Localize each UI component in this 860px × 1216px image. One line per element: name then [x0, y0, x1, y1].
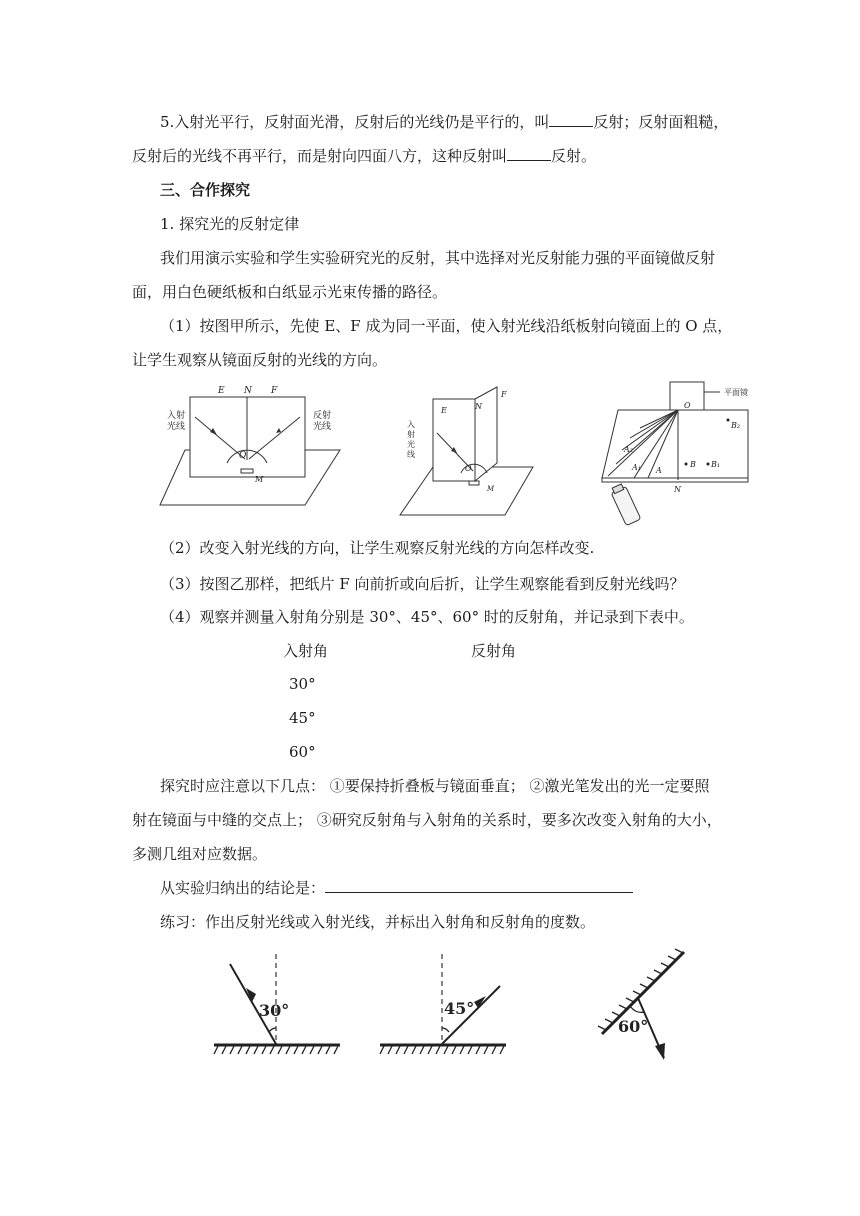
step1-line-1: （1）按图甲所示，先使 E、F 成为同一平面，使入射光线沿纸板射向镜面上的 O 点， [160, 317, 733, 335]
label-M: M [487, 485, 495, 493]
angle-label: 60° [618, 1017, 649, 1036]
label-A2: A₂ [624, 445, 633, 454]
figure-jia [155, 385, 340, 510]
table-header-incident: 入射角 [283, 642, 329, 660]
label-B: B [690, 460, 696, 469]
notes-line-2: 射在镜面与中缝的交点上； ③研究反射角与入射角的关系时，要多次改变入射角的大小， [132, 811, 722, 829]
label-O: O [684, 401, 691, 410]
section-title: 三、合作探究 [160, 181, 251, 199]
angle-label: 30° [259, 1001, 290, 1020]
mirror-hatch [380, 1046, 504, 1054]
notes-line-3: 多测几组对应数据。 [132, 845, 268, 863]
label-E: E [218, 386, 225, 396]
label-N: N [674, 485, 681, 494]
label-M: M [255, 475, 264, 484]
angle-arc [442, 1028, 449, 1032]
ray-line [616, 410, 678, 464]
table-row: 45° [289, 709, 316, 727]
incident-label: 入射光线 [167, 411, 186, 432]
intro-line-2: 面，用白色硬纸板和白纸显示光束传播的路径。 [132, 283, 448, 301]
fill-blank[interactable] [507, 146, 551, 161]
label-E: E [441, 406, 447, 415]
step4-text: （4）观察并测量入射角分别是 30°、45°、60° 时的反射角，并记录到下表中。 [160, 608, 694, 626]
q5-text-c: 反射后的光线不再平行，而是射向四面八方，这种反射叫 [132, 147, 508, 165]
mirror-label: 平面镜 [724, 388, 748, 397]
figure-bing [598, 378, 768, 528]
label-B1: B₁ [711, 460, 721, 469]
label-F: F [501, 390, 507, 399]
label-O: O [239, 451, 247, 461]
label-O: O [465, 464, 472, 473]
label-A: A [656, 466, 662, 475]
paper-edge [602, 478, 748, 482]
reflected-label: 反射光线 [313, 411, 332, 432]
conclusion-line [160, 878, 633, 898]
q5-text-d: 反射。 [551, 147, 597, 165]
conclusion-label: 从实验归纳出的结论是： [160, 879, 326, 897]
exercise-diagram-1 [212, 950, 342, 1060]
label-F: F [271, 386, 278, 396]
point-B1 [707, 463, 710, 466]
figure-yi [395, 385, 535, 520]
step3-text: （3）按图乙那样，把纸片 F 向前折或向后折，让学生观察能看到反射光线吗？ [160, 575, 685, 593]
table-row: 60° [289, 743, 316, 761]
ray-line [630, 410, 678, 438]
point-B2 [727, 419, 730, 422]
label-B2: B₂ [731, 421, 741, 430]
table-row: 30° [289, 675, 316, 693]
step1-line-2: 让学生观察从镜面反射的光线的方向。 [132, 351, 388, 369]
conclusion-blank[interactable] [325, 878, 633, 893]
label-N: N [475, 402, 482, 411]
angle-arc [269, 1028, 276, 1032]
label-A1: A₁ [632, 463, 641, 472]
arrow-icon [655, 1043, 665, 1060]
intro-line-1: 我们用演示实验和学生实验研究光的反射，其中选择对光反射能力强的平面镜做反射 [160, 249, 716, 267]
label-N: N [244, 386, 252, 396]
incident-label: 入射光线 [407, 420, 415, 459]
fill-blank[interactable] [549, 112, 593, 127]
exercise-text: 练习：作出反射光线或入射光线，并标出入射角和反射角的度数。 [160, 913, 596, 931]
exercise-diagram-2 [378, 950, 508, 1060]
angle-label: 45° [444, 999, 475, 1018]
q5-line-2 [132, 146, 596, 166]
q5-text-b: 反射；反射面粗糙， [593, 113, 729, 131]
paper-sheet [602, 410, 748, 478]
exercise-diagram-3 [588, 946, 698, 1071]
mirror-hatch [214, 1046, 338, 1054]
notes-line-1: 探究时应注意以下几点： ①要保持折叠板与镜面垂直； ②激光笔发出的光一定要照 [160, 777, 710, 795]
q5-line-1 [160, 112, 728, 132]
q5-text-a: 5.入射光平行，反射面光滑，反射后的光线仍是平行的，叫 [160, 113, 550, 131]
table-header-reflection: 反射角 [471, 642, 517, 660]
ray-line [608, 410, 678, 476]
laser-pen-icon [609, 483, 640, 526]
point-B [685, 463, 688, 466]
mirror-marker [469, 481, 479, 485]
step2-text: （2）改变入射光线的方向，让学生观察反射光线的方向怎样改变. [160, 539, 595, 557]
item-title: 1. 探究光的反射定律 [160, 215, 300, 233]
